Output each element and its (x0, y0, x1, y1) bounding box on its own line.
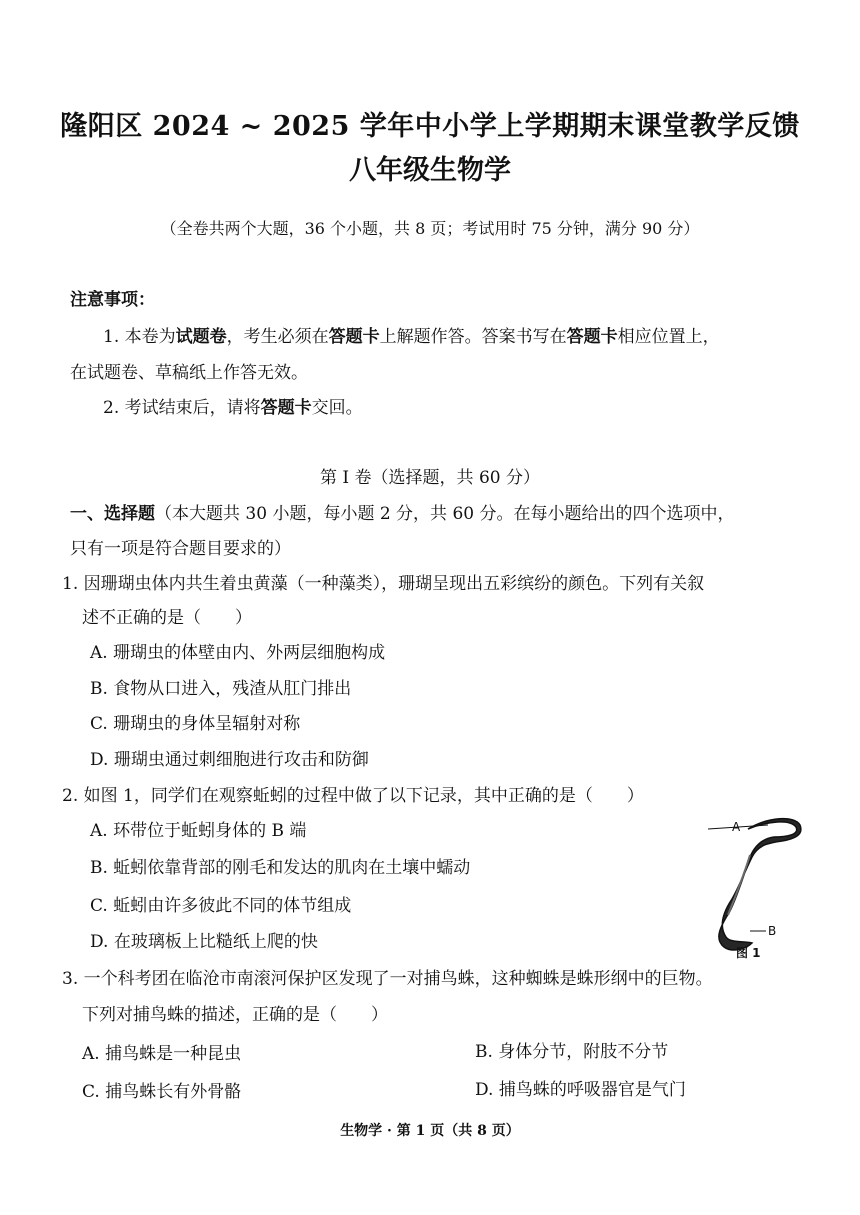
earthworm-body (719, 819, 801, 950)
question-1-option-d: D. 珊瑚虫通过刺细胞进行攻击和防御 (90, 750, 369, 770)
question-2-option-b: B. 蚯蚓依靠背部的刚毛和发达的肌肉在土壤中蠕动 (90, 858, 471, 878)
question-3-option-b: B. 身体分节，附肢不分节 (475, 1042, 669, 1062)
question-1-option-b: B. 食物从口进入，残渣从肛门排出 (90, 679, 352, 699)
question-3-option-a: A. 捕鸟蛛是一种昆虫 (82, 1044, 242, 1064)
exam-subject-title: 八年级生物学 (349, 155, 511, 186)
question-1-option-a: A. 珊瑚虫的体壁由内、外两层细胞构成 (90, 643, 386, 663)
question-2-option-a: A. 环带位于蚯蚓身体的 B 端 (90, 821, 307, 841)
page-footer: 生物学 · 第 1 页（共 8 页） (340, 1123, 520, 1139)
question-1-option-c: C. 珊瑚虫的身体呈辐射对称 (90, 714, 301, 734)
question-3-option-d: D. 捕鸟蛛的呼吸器官是气门 (475, 1080, 686, 1100)
exam-title: 隆阳区 2024 ~ 2025 学年中小学上学期期末课堂教学反馈 (60, 111, 800, 142)
question-2-stem: 2. 如图 1，同学们在观察蚯蚓的过程中做了以下记录，其中正确的是（ ） (62, 786, 644, 806)
part-description: 一、选择题（本大题共 30 小题，每小题 2 分，共 60 分。在每小题给出的四个选项中， (70, 504, 735, 524)
question-1-stem-cont: 述不正确的是（ ） (82, 608, 252, 628)
question-3-stem: 3. 一个科考团在临沧市南滚河保护区发现了一对捕鸟蛛，这种蜘蛛是蛛形纲中的巨物。 (62, 969, 713, 989)
notice-item-1: 1. 本卷为试题卷，考生必须在答题卡上解题作答。答案书写在答题卡相应位置上， (103, 327, 720, 347)
notice-heading: 注意事项： (70, 290, 155, 310)
question-3-stem-cont: 下列对捕鸟蛛的描述，正确的是（ ） (82, 1005, 388, 1025)
earthworm-figure (690, 815, 815, 965)
question-2-option-d: D. 在玻璃板上比糙纸上爬的快 (90, 932, 318, 952)
figure-label-a: A (732, 820, 741, 834)
notice-item-1-cont: 在试题卷、草稿纸上作答无效。 (70, 363, 308, 383)
question-3-option-c: C. 捕鸟蛛长有外骨骼 (82, 1082, 242, 1102)
part-description-cont: 只有一项是符合题目要求的） (70, 539, 291, 559)
figure-label-b: B (768, 924, 777, 938)
figure-caption: 图 1 (736, 946, 761, 960)
question-2-option-c: C. 蚯蚓由许多彼此不同的体节组成 (90, 896, 352, 916)
section-heading: 第 Ⅰ 卷（选择题，共 60 分） (320, 468, 540, 488)
question-1-stem: 1. 因珊瑚虫体内共生着虫黄藻（一种藻类），珊瑚呈现出五彩缤纷的颜色。下列有关叙 (62, 574, 705, 594)
exam-info: （全卷共两个大题，36 个小题，共 8 页；考试用时 75 分钟，满分 90 分） (160, 219, 700, 238)
notice-item-2: 2. 考试结束后，请将答题卡交回。 (103, 398, 363, 418)
